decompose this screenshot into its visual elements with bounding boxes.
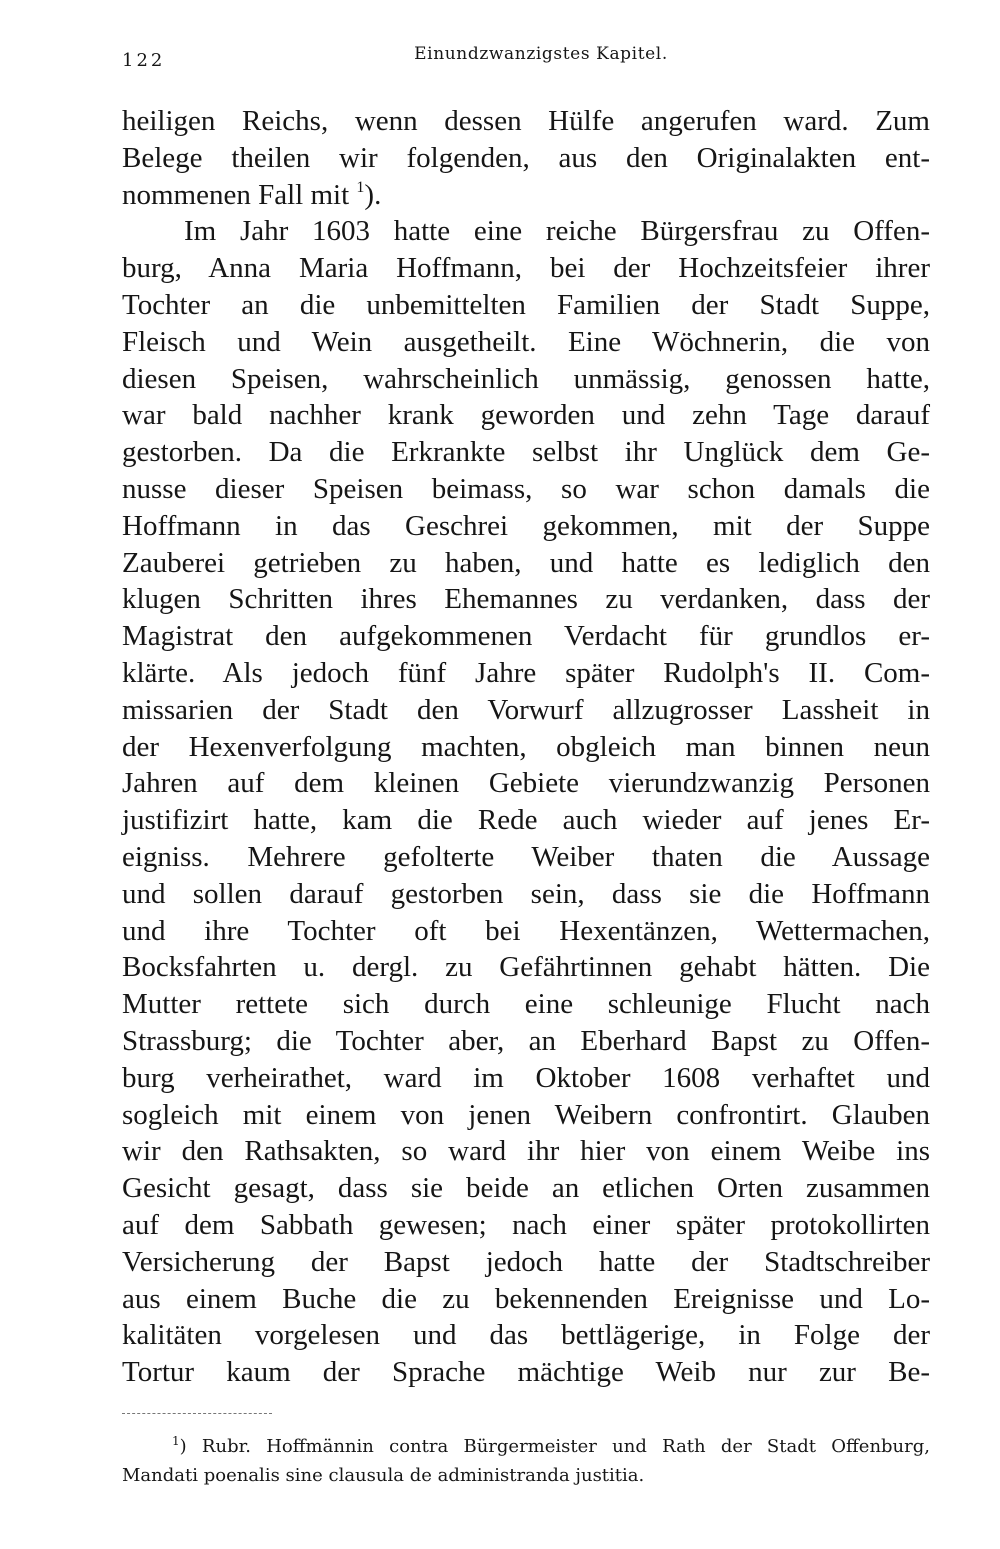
footnote-line: Mandati poenalis sine clausula de administranda justitia. bbox=[122, 1465, 645, 1486]
text-line: Fleisch und Wein ausgetheilt. Eine Wöchnerin, die von bbox=[122, 325, 930, 358]
text-line: Magistrat den aufgekommenen Verdacht für grundlos er- bbox=[122, 620, 930, 653]
footnote-text: ) Rubr. Hoffmännin contra Bürgermeister und Rath der Stadt Offenburg, bbox=[179, 1436, 930, 1457]
body-text bbox=[122, 103, 930, 1391]
paragraph-start-line: Im Jahr 1603 hatte eine reiche Bürgersfrau zu Offen- bbox=[184, 215, 930, 248]
page-header bbox=[122, 44, 930, 76]
text-line: sogleich mit einem von jenen Weibern confrontirt. Glauben bbox=[122, 1098, 930, 1131]
text-line: Belege theilen wir folgenden, aus den Originalakten ent- bbox=[122, 141, 930, 174]
text-line: Bocksfahrten u. dergl. zu Gefährtinnen gehabt hätten. Die bbox=[122, 951, 930, 984]
text-line: kalitäten vorgelesen und das bettlägerige, in Folge der bbox=[122, 1319, 930, 1352]
text-line: war bald nachher krank geworden und zehn Tage darauf bbox=[122, 399, 930, 432]
text-fragment: nommenen Fall mit bbox=[122, 178, 350, 211]
text-line: burg verheirathet, ward im Oktober 1608 verhaftet und bbox=[122, 1061, 930, 1094]
text-line: Jahren auf dem kleinen Gebiete vierundzwanzig Personen bbox=[122, 767, 930, 800]
page-number: 122 bbox=[122, 50, 166, 71]
text-line: Gesicht gesagt, dass sie beide an etlichen Orten zusammen bbox=[122, 1172, 930, 1205]
text-line: Mutter rettete sich durch eine schleunige Flucht nach bbox=[122, 988, 930, 1021]
footnote bbox=[122, 1432, 930, 1490]
footnote-separator bbox=[122, 1413, 272, 1414]
text-line: klugen Schritten ihres Ehemannes zu verdanken, dass der bbox=[122, 583, 930, 616]
text-line: burg, Anna Maria Hoffmann, bei der Hochzeitsfeier ihrer bbox=[122, 252, 930, 285]
text-line: und sollen darauf gestorben sein, dass sie die Hoffmann bbox=[122, 877, 930, 910]
text-line: aus einem Buche die zu bekennenden Ereignisse und Lo- bbox=[122, 1282, 930, 1315]
running-head: Einundzwanzigstes Kapitel. bbox=[414, 44, 668, 64]
text-line: der Hexenverfolgung machten, obgleich man binnen neun bbox=[122, 730, 930, 763]
footnote-reference-marker: 1 bbox=[356, 178, 365, 196]
text-line: wir den Rathsakten, so ward ihr hier von einem Weibe ins bbox=[122, 1135, 930, 1168]
text-line: gestorben. Da die Erkrankte selbst ihr Unglück dem Ge- bbox=[122, 436, 930, 469]
text-line: eigniss. Mehrere gefolterte Weiber thaten die Aussage bbox=[122, 840, 930, 873]
text-line: Hoffmann in das Geschrei gekommen, mit der Suppe bbox=[122, 509, 930, 542]
text-line: Strassburg; die Tochter aber, an Eberhard Bapst zu Offen- bbox=[122, 1024, 930, 1057]
footnote-line bbox=[122, 1432, 930, 1461]
footnote-marker: 1 bbox=[172, 1434, 180, 1448]
text-line: heiligen Reichs, wenn dessen Hülfe angerufen ward. Zum bbox=[122, 105, 930, 137]
text-line: justifizirt hatte, kam die Rede auch wieder auf jenes Er- bbox=[122, 804, 930, 837]
text-line: Versicherung der Bapst jedoch hatte der Stadtschreiber bbox=[122, 1245, 930, 1278]
text-line: missarien der Stadt den Vorwurf allzugrosser Lassheit in bbox=[122, 693, 930, 726]
text-line: Tochter an die unbemittelten Familien der Stadt Suppe, bbox=[122, 288, 930, 321]
text-line: und ihre Tochter oft bei Hexentänzen, Wettermachen, bbox=[122, 914, 930, 947]
text-line: Zauberei getrieben zu haben, und hatte es lediglich den bbox=[122, 546, 930, 579]
text-line-with-footnote-ref bbox=[122, 177, 930, 214]
text-line: nusse dieser Speisen beimass, so war schon damals die bbox=[122, 472, 930, 505]
text-line: Tortur kaum der Sprache mächtige Weib nur zur Be- bbox=[122, 1356, 930, 1389]
text-line: diesen Speisen, wahrscheinlich unmässig, genossen hatte, bbox=[122, 362, 930, 395]
text-line: auf dem Sabbath gewesen; nach einer später protokollirten bbox=[122, 1208, 930, 1241]
text-line: klärte. Als jedoch fünf Jahre später Rudolph's II. Com- bbox=[122, 656, 930, 689]
footnote-reference-close: ). bbox=[364, 178, 382, 211]
